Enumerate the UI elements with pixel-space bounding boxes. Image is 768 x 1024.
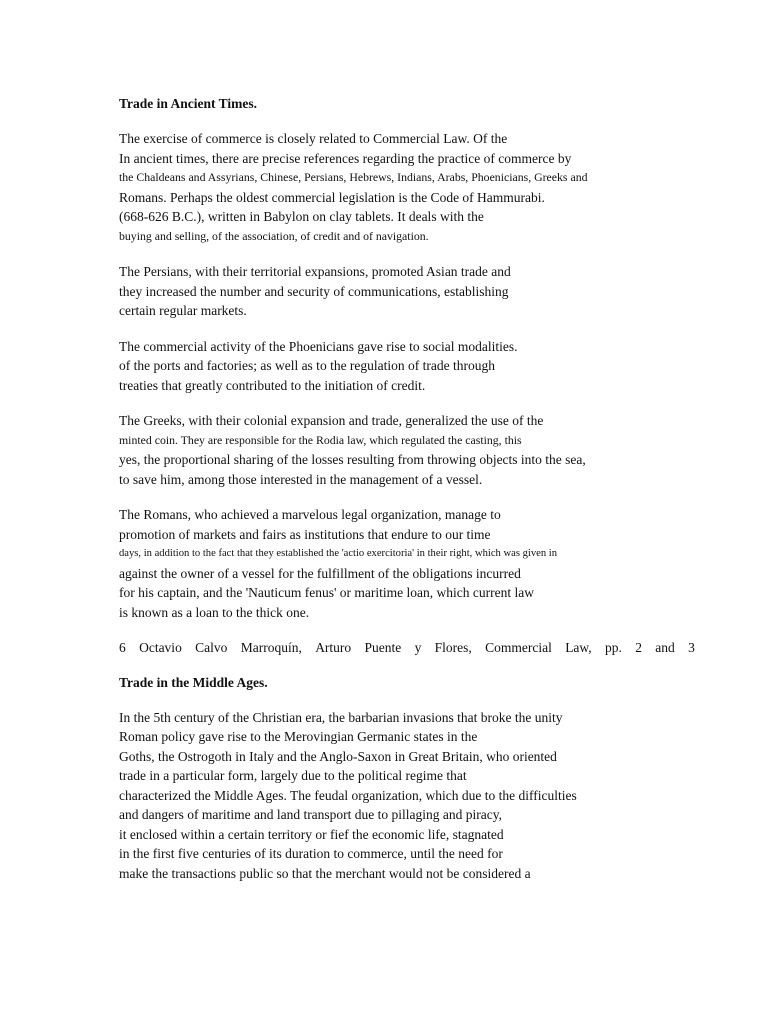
footnote-word: and (655, 640, 675, 655)
text-line: minted coin. They are responsible for the Rodia law, which regulated the casting, this (119, 432, 522, 447)
footnote-word: y (414, 640, 422, 655)
footnote-word: 3 (688, 640, 695, 655)
paragraph (119, 505, 697, 622)
text-line: In the 5th century of the Christian era, the barbarian invasions that broke the unity (119, 709, 563, 725)
paragraph (119, 129, 697, 246)
footnote-word: Marroquín, (240, 640, 302, 655)
text-line: for his captain, and the 'Nauticum fenus' or maritime loan, which current law (119, 585, 534, 600)
section-ancient-times-paragraphs (119, 129, 697, 638)
text-line: The Greeks, with their colonial expansion and trade, generalized the use of the (119, 413, 544, 428)
text-line: buying and selling, of the association, of credit and of navigation. (119, 228, 429, 243)
text-line: they increased the number and security of communications, establishing (119, 283, 509, 299)
footnote-word: Octavio (139, 640, 182, 655)
text-line: of the ports and factories; as well as to the regulation of trade through (119, 358, 496, 373)
text-line: days, in addition to the fact that they established the 'actio exercitoria' in their right, which was given in (119, 548, 558, 559)
text-line: the Chaldeans and Assyrians, Chinese, Persians, Hebrews, Indians, Arabs, Phoenicians, Greeks and (119, 170, 588, 184)
text-line: (668-626 B.C.), written in Babylon on clay tablets. It deals with the (119, 209, 484, 224)
footnote-word: Law, (565, 640, 592, 655)
text-line: yes, the proportional sharing of the losses resulting from throwing objects into the sea, (119, 452, 586, 467)
text-line: characterized the Middle Ages. The feudal organization, which due to the difficulties (119, 787, 577, 803)
text-line: against the owner of a vessel for the fulfillment of the obligations incurred (119, 565, 521, 581)
text-line: it enclosed within a certain territory or fief the economic life, stagnated (119, 826, 504, 842)
text-line: Goths, the Ostrogoth in Italy and the Anglo-Saxon in Great Britain, who oriented (119, 748, 557, 764)
footnote-word: 6 (119, 640, 126, 655)
text-line: certain regular markets. (119, 303, 247, 318)
text-line: is known as a loan to the thick one. (119, 604, 310, 620)
text-line: Romans. Perhaps the oldest commercial legislation is the Code of Hammurabi. (119, 189, 545, 205)
text-line: to save him, among those interested in the management of a vessel. (119, 471, 483, 487)
text-line: The exercise of commerce is closely related to Commercial Law. Of the (119, 131, 508, 146)
text-line: in the first five centuries of its duration to commerce, until the need for (119, 846, 503, 861)
paragraph (119, 337, 697, 396)
section-title-ancient-times: Trade in Ancient Times. (119, 96, 258, 111)
document-body (119, 95, 697, 883)
section-middle-ages-paragraph (119, 708, 697, 884)
paragraph (119, 262, 697, 321)
text-line: trade in a particular form, largely due to the political regime that (119, 768, 467, 783)
footnote (119, 638, 695, 658)
text-line: make the transactions public so that the merchant would not be considered a (119, 865, 531, 881)
text-line: Roman policy gave rise to the Merovingian Germanic states in the (119, 729, 478, 744)
footnote-word: Flores, (434, 640, 472, 655)
footnote-word: Puente (364, 640, 402, 655)
text-line: The commercial activity of the Phoenicians gave rise to social modalities. (119, 338, 518, 354)
text-line: treaties that greatly contributed to the initiation of credit. (119, 377, 426, 393)
footnote-word: pp. (605, 640, 622, 655)
footnote-word: Calvo (195, 640, 228, 655)
paragraph (119, 411, 697, 489)
text-line: The Persians, with their territorial expansions, promoted Asian trade and (119, 264, 511, 279)
text-line: The Romans, who achieved a marvelous legal organization, manage to (119, 507, 501, 522)
section-title-middle-ages: Trade in the Middle Ages. (119, 674, 268, 690)
text-line: and dangers of maritime and land transport due to pillaging and piracy, (119, 807, 503, 822)
text-line: promotion of markets and fairs as institutions that endure to our time (119, 526, 491, 542)
footnote-word: Arturo (315, 640, 352, 655)
footnote-word: Commercial (485, 640, 552, 655)
text-line: In ancient times, there are precise references regarding the practice of commerce by (119, 150, 572, 166)
footnote-word: 2 (635, 640, 642, 655)
